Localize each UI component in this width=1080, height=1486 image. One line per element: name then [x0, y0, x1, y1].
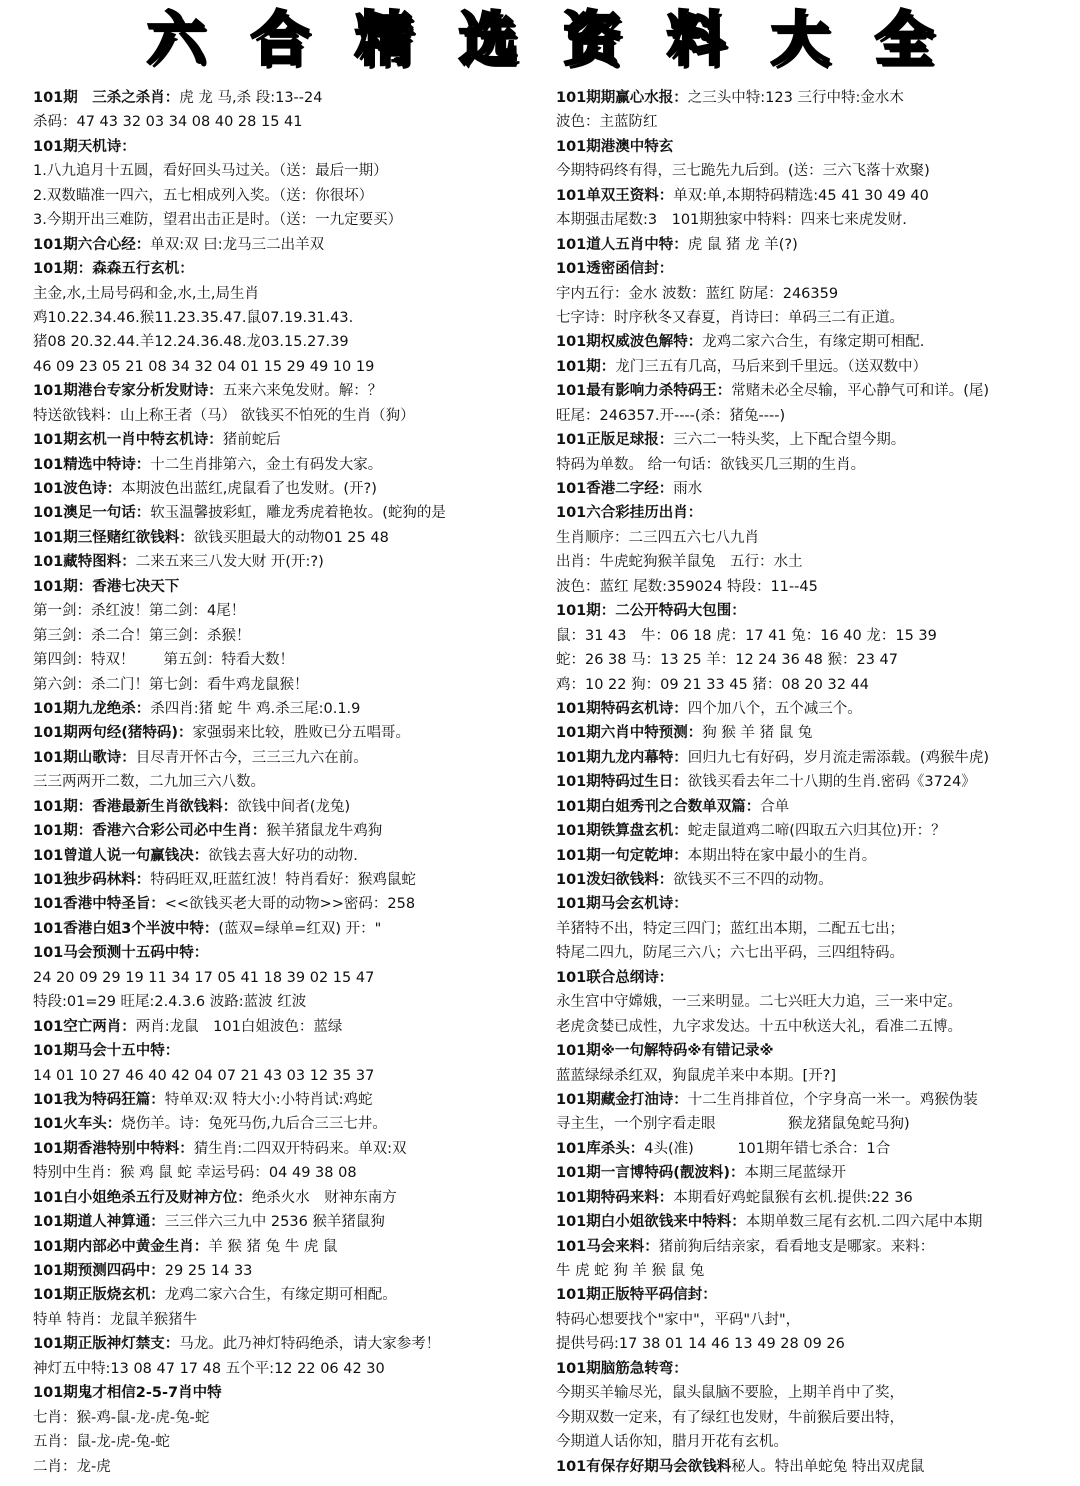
entry-text: 软玉温馨披彩虹，雕龙秀虎着艳妆。(蛇狗的是	[150, 505, 446, 522]
entry-heading-line	[33, 819, 538, 843]
entry-heading: 101期期赢心水报：	[556, 90, 688, 106]
entry-text: 三三两两开二数，二九加三六八数。	[33, 774, 265, 791]
entry-text-line	[33, 306, 538, 330]
title-char: 大	[770, 5, 829, 73]
entry-text: 二来五来三八发大财 开(开:?)	[135, 554, 324, 571]
entry-heading: 101期玄机一肖中特玄机诗：	[33, 432, 223, 449]
entry-text-line	[33, 1430, 538, 1454]
entry-text: 1.八九追月十五圆，看好回头马过关。（送：最后一期）	[33, 163, 388, 180]
entry-text: 特码心想要找个"家中"，平码"八封"，	[556, 1311, 801, 1328]
entry-text: 单双:单,本期特码精选:45 41 30 49 40	[673, 187, 929, 204]
entry-text: 虎 龙 马,杀 段:13--24	[179, 90, 323, 106]
entry-text: 14 01 10 27 46 40 42 04 07 21 43 03 12 35 37	[33, 1067, 375, 1084]
entry-text: 29 25 14 33	[164, 1263, 253, 1279]
entry-text-line	[33, 1406, 538, 1430]
entry-text: 猪08 20.32.44.羊12.24.36.48.龙03.15.27.39	[33, 334, 349, 351]
entry-heading-line	[33, 795, 538, 819]
entry-text: 寻主生，一个别字看走眼 猴龙猪鼠兔蛇马狗)	[556, 1116, 910, 1133]
entry-heading-line	[33, 233, 538, 257]
entry-heading: 101期 三杀之杀肖：	[33, 90, 180, 106]
entry-text: 欲钱买不三不四的动物。	[673, 872, 833, 888]
entry-heading-line	[556, 233, 1078, 257]
entry-heading: 101六合彩挂历出肖：	[556, 505, 703, 522]
entry-text: 龙鸡二家六合生，有缘定期可相配。	[164, 1287, 397, 1304]
entry-heading-line	[556, 257, 1078, 281]
entry-text: 家强弱来比较，胜败已分五唱哥。	[192, 725, 411, 742]
entry-heading: 101澳足一句话：	[33, 505, 151, 522]
entry-text: 两肖:龙鼠 101白姐波色：蓝绿	[135, 1018, 343, 1035]
entry-text: 4头(准) 101期年错七杀合：1合	[644, 1140, 891, 1157]
entry-heading: 101期：森森五行玄机：	[33, 261, 194, 278]
entry-heading: 101期马会十五中特：	[33, 1043, 180, 1060]
entry-heading: 101期道人神算通：	[33, 1214, 165, 1231]
entry-text: 本期三尾蓝绿开	[744, 1165, 847, 1182]
entry-heading-line	[33, 1283, 538, 1307]
entry-text: 绝杀火水 财神东南方	[251, 1189, 397, 1206]
entry-heading-line	[556, 892, 1078, 916]
entry-heading: 101马会预测十五码中特：	[33, 945, 209, 962]
entry-heading-line	[556, 1283, 1078, 1307]
entry-heading: 101期※一句解特码※有错记录※	[556, 1043, 774, 1060]
entry-heading-line	[33, 868, 538, 892]
entry-text: (蓝双=绿单=红双) 开："	[218, 920, 382, 937]
entry-text-line	[33, 159, 538, 183]
entry-heading: 101期：香港最新生肖欲钱料：	[33, 798, 238, 815]
entry-text: 之三头中特:123 三行中特:金水木	[687, 90, 904, 106]
entry-text: 46 09 23 05 21 08 34 32 04 01 15 29 49 10 19	[33, 358, 375, 375]
entry-text: 特尾二四九，防尾三六八；六七出平码，三四组特码。	[556, 945, 904, 962]
entry-text: 秘人。特出单蛇兔 特出双虎鼠	[731, 1458, 925, 1475]
entry-heading: 101联合总纲诗：	[556, 969, 674, 986]
entry-heading-line	[33, 1137, 538, 1161]
entry-heading: 101正版足球报：	[556, 432, 674, 449]
entry-heading-line	[33, 941, 538, 965]
left-column	[33, 86, 538, 1479]
entry-text: 出肖：牛虎蛇狗猴羊鼠兔 五行：水土	[556, 554, 803, 571]
entry-heading-line	[33, 1039, 538, 1063]
entry-heading-line	[33, 86, 538, 110]
entry-text: 欲钱中间者(龙兔)	[237, 798, 351, 815]
entry-heading: 101有保存好期马会欲钱料	[556, 1458, 732, 1475]
entry-text-line	[556, 648, 1078, 672]
entry-text: 特段:01=29 旺尾:2.4.3.6 波路:蓝波 红波	[33, 994, 307, 1011]
entry-heading-line	[556, 86, 1078, 110]
entry-heading: 101透密函信封：	[556, 261, 674, 278]
entry-heading: 101期一句定乾坤：	[556, 847, 688, 864]
entry-heading: 101空亡两肖：	[33, 1018, 136, 1035]
entry-heading-line	[33, 1332, 538, 1356]
entry-text: 旺尾：246357.开----(杀：猪兔----)	[556, 407, 786, 424]
entry-heading-line	[556, 1357, 1078, 1381]
entry-heading-line	[556, 1039, 1078, 1063]
entry-heading: 101香港二字经：	[556, 481, 674, 497]
entry-heading: 101期港澳中特玄	[556, 138, 674, 155]
entry-text: 24 20 09 29 19 11 34 17 05 41 18 39 02 15 47	[33, 969, 375, 986]
entry-text: 龙门三五有几高，马后来到千里远。（送双数中）	[615, 358, 928, 375]
entry-text: 欲钱去喜大好功的动物.	[208, 847, 358, 864]
entry-heading: 101香港中特圣旨：	[33, 896, 165, 913]
entry-text-line	[33, 184, 538, 208]
entry-text-line	[556, 550, 1078, 574]
entry-text: 猪前狗后结亲家，看看地支是哪家。来料：	[658, 1238, 935, 1255]
entry-heading: 101期六合心经：	[33, 236, 151, 253]
entry-heading-line	[33, 1381, 538, 1405]
entry-text: 合单	[760, 798, 790, 815]
entry-heading-line	[33, 1088, 538, 1112]
entry-heading-line	[33, 477, 538, 501]
entry-heading-line	[556, 868, 1078, 892]
entry-text-line	[33, 208, 538, 232]
entry-heading-line	[556, 428, 1078, 452]
entry-text: 羊 猴 猪 兔 牛 虎 鼠	[208, 1238, 338, 1255]
entry-text: 本期看好鸡蛇鼠猴有玄机.提供:22 36	[673, 1189, 913, 1206]
entry-heading-line	[556, 721, 1078, 745]
entry-heading-line	[556, 770, 1078, 794]
entry-heading-line	[33, 746, 538, 770]
entry-heading-line	[556, 501, 1078, 525]
entry-text: 波色：主蓝防红	[556, 114, 658, 131]
entry-heading-line	[556, 1186, 1078, 1210]
entry-text: 今期双数一定来，有了绿红也发财，牛前猴后要出特，	[556, 1409, 904, 1426]
entry-text: 七字诗：时序秋冬又春夏，肖诗曰：单码三二有正道。	[556, 309, 904, 326]
entry-heading: 101期正版烧玄机：	[33, 1287, 165, 1304]
entry-heading: 101期天机诗：	[33, 138, 136, 155]
entry-text-line	[556, 282, 1078, 306]
entry-text: 第一剑：杀红波！第二剑：4尾！	[33, 603, 246, 620]
entry-text-line	[33, 355, 538, 379]
entry-text: 特码为单数。 给一句话：欲钱买几三期的生肖。	[556, 456, 866, 473]
entry-heading-line	[556, 477, 1078, 501]
entry-text: 第三剑：杀二合！第三剑：杀猴！	[33, 627, 251, 644]
entry-heading-line	[33, 453, 538, 477]
entry-heading: 101期一言博特码(靓波料)：	[556, 1165, 745, 1182]
entry-heading-line	[33, 844, 538, 868]
entry-text: 蓝蓝绿绿杀红双，狗鼠虎羊来中本期。[开?]	[556, 1067, 837, 1084]
entry-text: 虎 鼠 猪 龙 羊(?)	[687, 236, 798, 253]
entry-heading-line	[33, 379, 538, 403]
entry-heading: 101期九龙绝杀：	[33, 700, 151, 717]
entry-heading-line	[33, 1259, 538, 1283]
right-column	[556, 86, 1078, 1479]
entry-text: 鸡：10 22 狗：09 21 33 45 猪：08 20 32 44	[556, 676, 869, 693]
entry-heading: 101香港白姐3个半波中特：	[33, 920, 219, 937]
entry-heading-line	[556, 844, 1078, 868]
entry-heading: 101期白姐秀刊之合数单双篇：	[556, 798, 761, 815]
entry-text-line	[556, 575, 1078, 599]
entry-text: 五来六来兔发财。解：？	[222, 383, 383, 400]
entry-heading-line	[556, 819, 1078, 843]
entry-text-line	[33, 1357, 538, 1381]
entry-text: 目尽青开怀古今，三三三九六在前。	[135, 749, 368, 766]
entry-heading-line	[556, 1161, 1078, 1185]
entry-text: 本期强击尾数:3 101期独家中特料：四来七来虎发财.	[556, 212, 907, 229]
entry-heading-line	[556, 966, 1078, 990]
entry-heading: 101期九龙内幕特：	[556, 749, 688, 766]
entry-text-line	[556, 159, 1078, 183]
entry-heading: 101库杀头：	[556, 1140, 645, 1157]
entry-heading: 101曾道人说一句赢钱决：	[33, 847, 209, 864]
entry-text: 欲钱买胆最大的动物01 25 48	[193, 529, 389, 546]
entry-heading: 101期脑筋急转弯：	[556, 1360, 688, 1377]
entry-heading-line	[556, 1210, 1078, 1234]
entry-text-line	[556, 1308, 1078, 1332]
entry-heading: 101期预测四码中：	[33, 1263, 165, 1279]
entry-heading: 101单双王资料：	[556, 187, 674, 204]
entry-text: 鼠：31 43 牛：06 18 虎：17 41 兔：16 40 龙：15 39	[556, 627, 937, 644]
entry-text: 特单 特肖：龙鼠羊猴猪牛	[33, 1311, 198, 1328]
entry-heading-line	[33, 697, 538, 721]
entry-text: 2.双数瞄准一四六，五七相成列入奖。（送：你很坏）	[33, 187, 374, 204]
entry-text: 波色：蓝红 尾数:359024 特段：11--45	[556, 578, 818, 595]
entry-text: 狗 猴 羊 猪 鼠 兔	[702, 725, 813, 742]
entry-text-line	[33, 330, 538, 354]
entry-text: 杀四肖:猪 蛇 牛 鸡.杀三尾:0.1.9	[150, 700, 361, 717]
entry-heading-line	[556, 1235, 1078, 1259]
entry-heading: 101期铁算盘玄机：	[556, 823, 688, 840]
entry-text: 三三伴六三九中 2536 猴羊猪鼠狗	[164, 1214, 385, 1231]
title-char: 选	[458, 5, 517, 73]
entry-heading-line	[556, 330, 1078, 354]
entry-text-line	[556, 306, 1078, 330]
entry-text-line	[33, 990, 538, 1014]
entry-heading: 101精选中特诗：	[33, 456, 151, 473]
entry-heading-line	[556, 379, 1078, 403]
entry-heading-line	[33, 501, 538, 525]
entry-heading-line	[33, 917, 538, 941]
entry-text: 雨水	[673, 481, 703, 497]
entry-heading-line	[556, 355, 1078, 379]
entry-text-line	[33, 770, 538, 794]
entry-heading-line	[556, 135, 1078, 159]
title-char: 合	[250, 5, 309, 73]
entry-text-line	[556, 1381, 1078, 1405]
title-char: 六	[146, 5, 205, 73]
entry-heading: 101期特码玄机诗：	[556, 700, 688, 717]
entry-text: 三六二一特头奖，上下配合望今期。	[673, 432, 906, 449]
entry-text-line	[556, 990, 1078, 1014]
entry-text-line	[33, 404, 538, 428]
entry-text-line	[33, 648, 538, 672]
entry-text-line	[556, 941, 1078, 965]
entry-heading-line	[556, 795, 1078, 819]
entry-text: 特单双:双 特大小:小特肖试:鸡蛇	[164, 1091, 373, 1108]
entry-text: 生肖顺序：二三四五六七八九肖	[556, 529, 759, 546]
entry-text: 二肖：龙-虎	[33, 1458, 111, 1475]
entry-text-line	[556, 110, 1078, 134]
entry-text: 回归九七有好码，岁月流走需添载。(鸡猴牛虎)	[687, 749, 990, 766]
entry-text: 本期出特在家中最小的生肖。	[687, 847, 877, 864]
entry-heading: 101马会来料：	[556, 1238, 659, 1255]
entry-text-line	[33, 624, 538, 648]
entry-text: 提供号码:17 38 01 14 46 13 49 28 09 26	[556, 1336, 845, 1353]
entry-text: 本期波色出蓝红,虎鼠看了也发财。(开?)	[121, 481, 377, 497]
entry-text-line	[33, 110, 538, 134]
entry-heading-line	[556, 599, 1078, 623]
entry-text: 第四剑：特双！ 第五剑：特看大数！	[33, 652, 294, 669]
entry-heading-line	[33, 721, 538, 745]
entry-text-line	[556, 1332, 1078, 1356]
entry-heading-line	[33, 135, 538, 159]
entry-text: 今期特码终有得，三七跪先九后到。(送：三六飞落十欢聚)	[556, 163, 930, 180]
entry-text-line	[33, 966, 538, 990]
entry-heading: 101期权威波色解特：	[556, 334, 703, 351]
entry-heading: 101期：	[556, 358, 616, 375]
entry-text-line	[556, 673, 1078, 697]
entry-heading: 101期白小姐欲钱来中特料：	[556, 1214, 746, 1231]
entry-heading-line	[33, 575, 538, 599]
entry-text-line	[33, 1308, 538, 1332]
entry-heading: 101期山歌诗：	[33, 749, 136, 766]
entry-text: 猜生肖:二四双开特码来。单双:双	[193, 1140, 407, 1157]
entry-text: 鸡10.22.34.46.猴11.23.35.47.鼠07.19.31.43.	[33, 309, 354, 326]
entry-text: 羊猪特不出，特定三四门；蓝红出本期，二配五七出；	[556, 920, 904, 937]
entry-text-line	[33, 1455, 538, 1479]
entry-text: 常赌未必全尽输，平心静气可和详。(尾)	[731, 383, 990, 400]
entry-text: 本期单数三尾有玄机.二四六尾中本期	[745, 1214, 983, 1231]
title-char: 料	[666, 5, 725, 73]
entry-text: 神灯五中特:13 08 47 17 48 五个平:12 22 06 42 30	[33, 1360, 385, 1377]
entry-heading-line	[33, 550, 538, 574]
entry-heading: 101期正版特平码信封：	[556, 1287, 717, 1304]
entry-heading-line	[33, 257, 538, 281]
entry-heading-line	[33, 526, 538, 550]
entry-text: 五肖：鼠-龙-虎-兔-蛇	[33, 1434, 170, 1451]
entry-heading: 101期六肖中特预测：	[556, 725, 703, 742]
entry-text: 主金,水,土局号码和金,水,土,局生肖	[33, 285, 260, 302]
entry-text-line	[556, 208, 1078, 232]
entry-text-line	[556, 1406, 1078, 1430]
entry-heading: 101期马会玄机诗：	[556, 896, 688, 913]
entry-heading: 101波色诗：	[33, 481, 122, 497]
entry-text: 十二生肖排第六，金土有码发大家。	[150, 456, 383, 473]
entry-text: 四个加八个，五个减三个。	[687, 700, 862, 717]
entry-heading: 101期正版神灯禁支：	[33, 1336, 180, 1353]
entry-text: <<欲钱买老大哥的动物>>密码：258	[164, 896, 416, 913]
entry-text-line	[33, 673, 538, 697]
page-title	[0, 6, 1080, 78]
entry-text-line	[556, 1259, 1078, 1283]
entry-heading-line	[33, 428, 538, 452]
entry-text-line	[33, 1161, 538, 1185]
entry-heading-line	[556, 1088, 1078, 1112]
entry-text: 牛 虎 蛇 狗 羊 猴 鼠 兔	[556, 1263, 705, 1279]
entry-heading: 101期藏金打油诗：	[556, 1091, 688, 1108]
entry-heading-line	[33, 1210, 538, 1234]
entry-heading: 101期：二公开特码大包围：	[556, 603, 746, 620]
entry-text: 龙鸡二家六合生，有缘定期可相配.	[702, 334, 925, 351]
entry-text-line	[33, 599, 538, 623]
entry-heading: 101期特码来料：	[556, 1189, 674, 1206]
entry-text-line	[556, 917, 1078, 941]
entry-heading: 101期：香港七决天下	[33, 578, 180, 595]
entry-heading-line	[33, 1186, 538, 1210]
entry-text: 第六剑：杀二门！第七剑：看牛鸡龙鼠猴！	[33, 676, 309, 693]
entry-heading: 101期内部必中黄金生肖：	[33, 1238, 209, 1255]
entry-heading: 101期三怪赌红欲钱料：	[33, 529, 194, 546]
entry-text: 杀码：47 43 32 03 34 08 40 28 15 41	[33, 114, 303, 131]
entry-text: 永生宫中守嫦娥，一三来明显。二七兴旺大力追，三一来中定。	[556, 994, 962, 1011]
entry-heading: 101独步码林料：	[33, 872, 151, 888]
entry-text: 十二生肖排首位，个字身高一米一。鸡猴伪装	[687, 1091, 978, 1108]
entry-text: 单双:双 曰:龙马三二出羊双	[150, 236, 325, 253]
title-char: 全	[874, 5, 933, 73]
entry-text: 马龙。此乃神灯特码绝杀，请大家参考！	[179, 1336, 441, 1353]
entry-text-line	[33, 282, 538, 306]
entry-heading-line	[33, 1112, 538, 1136]
entry-heading-line	[556, 697, 1078, 721]
entry-text: 七肖：猴-鸡-鼠-龙-虎-兔-蛇	[33, 1409, 210, 1426]
entry-text: 烧伤羊。诗：兔死马伤,九后合三三七井。	[121, 1116, 387, 1133]
entry-text: 特别中生肖：猴 鸡 鼠 蛇 幸运号码：04 49 38 08	[33, 1165, 357, 1182]
entry-text: 蛇：26 38 马：13 25 羊：12 24 36 48 猴：23 47	[556, 652, 898, 669]
entry-heading: 101藏特图料：	[33, 554, 136, 571]
entry-text-line	[556, 526, 1078, 550]
entry-heading: 101期特码过生日：	[556, 774, 688, 791]
entry-text: 老虎贪婪已成性，九字求发达。十五中秋送大礼，看准二五博。	[556, 1018, 962, 1035]
entry-heading: 101期：香港六合彩公司必中生肖：	[33, 823, 267, 840]
entry-text: 欲钱买看去年二十八期的生肖.密码《3724》	[687, 774, 976, 791]
entry-heading: 101期香港特别中特料：	[33, 1140, 194, 1157]
entry-text-line	[33, 1064, 538, 1088]
entry-text: 蛇走鼠道鸡二啼(四取五六归其位)开：？	[687, 823, 946, 840]
entry-heading: 101火车头：	[33, 1116, 122, 1133]
entry-heading: 101道人五肖中特：	[556, 236, 688, 253]
entry-heading-line	[33, 892, 538, 916]
entry-text-line	[556, 404, 1078, 428]
entry-text-line	[556, 1015, 1078, 1039]
entry-heading-line	[556, 1137, 1078, 1161]
entry-heading: 101期港台专家分析发财诗：	[33, 383, 223, 400]
entry-heading: 101期两句经(猪特码)：	[33, 725, 193, 742]
entry-text-line	[556, 1064, 1078, 1088]
entry-heading: 101泼妇欲钱料：	[556, 872, 674, 888]
title-char: 精	[354, 5, 413, 73]
entry-heading-line	[556, 184, 1078, 208]
entry-text: 3.今期开出三难防，望君出击正是时。（送：一九定要买）	[33, 212, 403, 229]
title-char: 资	[562, 5, 621, 73]
entry-heading-line	[33, 1235, 538, 1259]
entry-heading-line	[556, 746, 1078, 770]
entry-text: 今期买羊输尽光，鼠头鼠脑不要脸，上期羊肖中了奖，	[556, 1385, 904, 1402]
entry-text-line	[556, 1112, 1078, 1136]
entry-text-line	[556, 1430, 1078, 1454]
entry-text: 猪前蛇后	[222, 432, 281, 449]
entry-text: 宇内五行：金水 波数：蓝红 防尾：246359	[556, 285, 839, 302]
entry-heading-line	[33, 1015, 538, 1039]
entry-text: 特码旺双,旺蓝红波！特肖看好：猴鸡鼠蛇	[150, 872, 416, 888]
entry-text: 猴羊猪鼠龙牛鸡狗	[266, 823, 383, 840]
entry-text-line	[556, 624, 1078, 648]
entry-heading: 101我为特码狂篇：	[33, 1091, 165, 1108]
entry-heading-line	[556, 1455, 1078, 1479]
entry-text: 今期道人话你知，腊月开花有玄机。	[556, 1434, 788, 1451]
entry-heading: 101白小姐绝杀五行及财神方位：	[33, 1189, 252, 1206]
entry-text: 特送欲钱料：山上称王者（马） 欲钱买不怕死的生肖（狗）	[33, 407, 415, 424]
entry-heading: 101期鬼才相信2-5-7肖中特	[33, 1385, 222, 1402]
entry-heading: 101最有影响力杀特码王：	[556, 383, 732, 400]
entry-text-line	[556, 453, 1078, 477]
